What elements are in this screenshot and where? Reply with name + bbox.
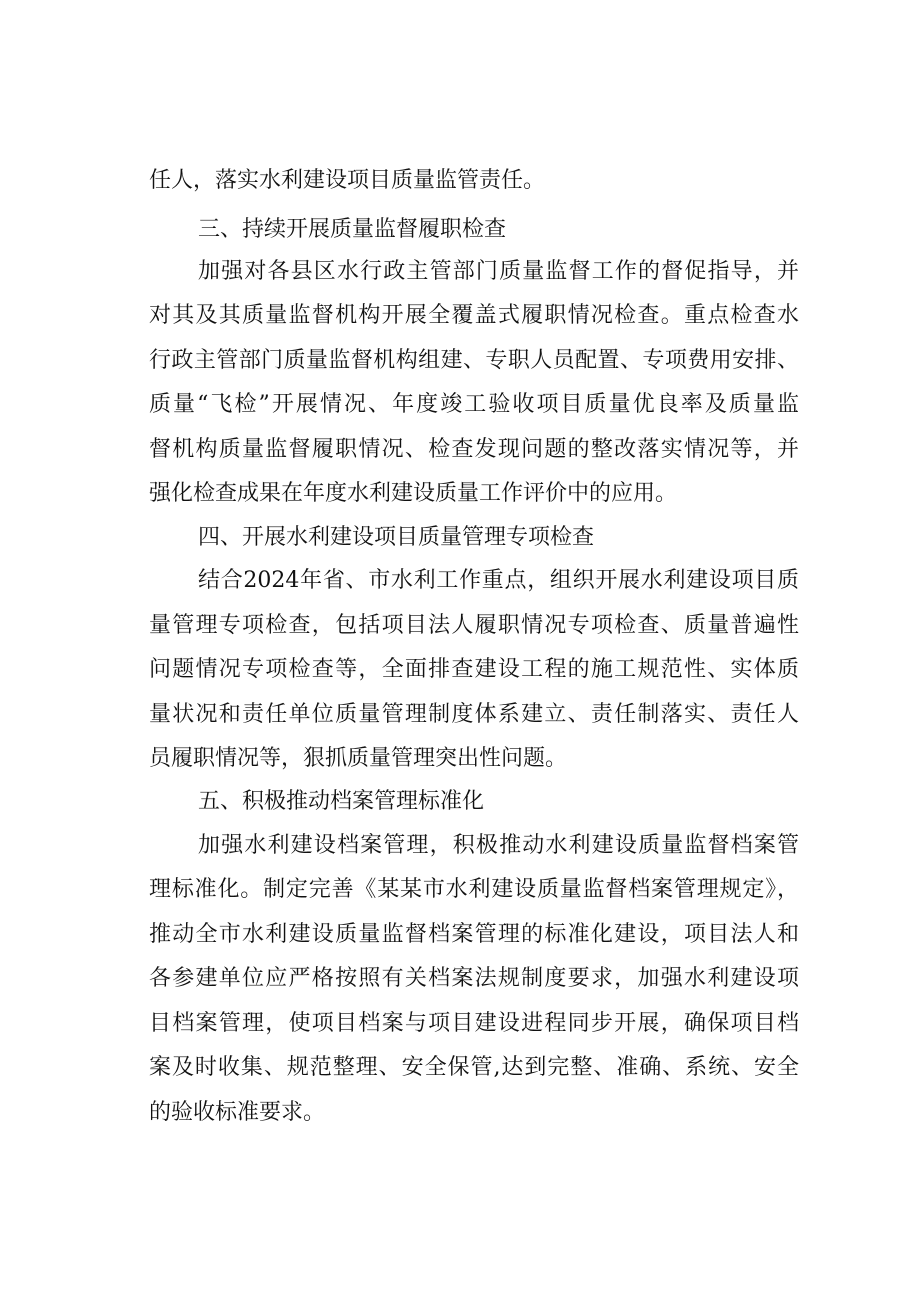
paragraph-line: 理标准化。制定完善《某某市水利建设质量监督档案管理规定》， <box>149 877 799 902</box>
paragraph-line: 量状况和责任单位质量管理制度体系建立、责任制落实、责任人 <box>149 702 799 727</box>
paragraph-line: 强化检查成果在年度水利建设质量工作评价中的应用。 <box>149 481 678 506</box>
section-heading: 四、开展水利建设项目质量管理专项检查 <box>198 525 595 550</box>
section-heading: 三、持续开展质量监督履职检查 <box>198 217 507 242</box>
paragraph-line: 案及时收集、规范整理、安全保管,达到完整、准确、系统、安全 <box>149 1055 799 1080</box>
paragraph-line: 加强水利建设档案管理，积极推动水利建设质量监督档案管 <box>198 833 799 858</box>
paragraph-line: 加强对各县区水行政主管部门质量监督工作的督促指导，并 <box>198 259 799 284</box>
paragraph-line: 员履职情况等，狠抓质量管理突出性问题。 <box>149 746 568 771</box>
paragraph-line: 推动全市水利建设质量监督档案管理的标准化建设，项目法人和 <box>149 922 799 947</box>
paragraph-line: 问题情况专项检查等，全面排查建设工程的施工规范性、实体质 <box>149 657 799 682</box>
paragraph-line: 的验收标准要求。 <box>149 1100 326 1125</box>
paragraph-line: 量管理专项检查，包括项目法人履职情况专项检查、质量普遍性 <box>149 613 799 638</box>
section-heading: 五、积极推动档案管理标准化 <box>198 789 485 814</box>
paragraph-line: 对其及其质量监督机构开展全覆盖式履职情况检查。重点检查水 <box>149 303 799 328</box>
paragraph-line: 质量“飞检”开展情况、年度竣工验收项目质量优良率及质量监 <box>149 392 799 417</box>
paragraph-line: 行政主管部门质量监督机构组建、专职人员配置、专项费用安排、 <box>149 348 799 373</box>
paragraph-line: 目档案管理，使项目档案与项目建设进程同步开展，确保项目档 <box>149 1011 799 1036</box>
paragraph-line: 结合2024年省、市水利工作重点，组织开展水利建设项目质 <box>198 568 799 593</box>
paragraph-line: 任人，落实水利建设项目质量监管责任。 <box>149 168 546 193</box>
paragraph-line: 各参建单位应严格按照有关档案法规制度要求，加强水利建设项 <box>149 966 799 991</box>
paragraph-line: 督机构质量监督履职情况、检查发现问题的整改落实情况等，并 <box>149 437 799 462</box>
